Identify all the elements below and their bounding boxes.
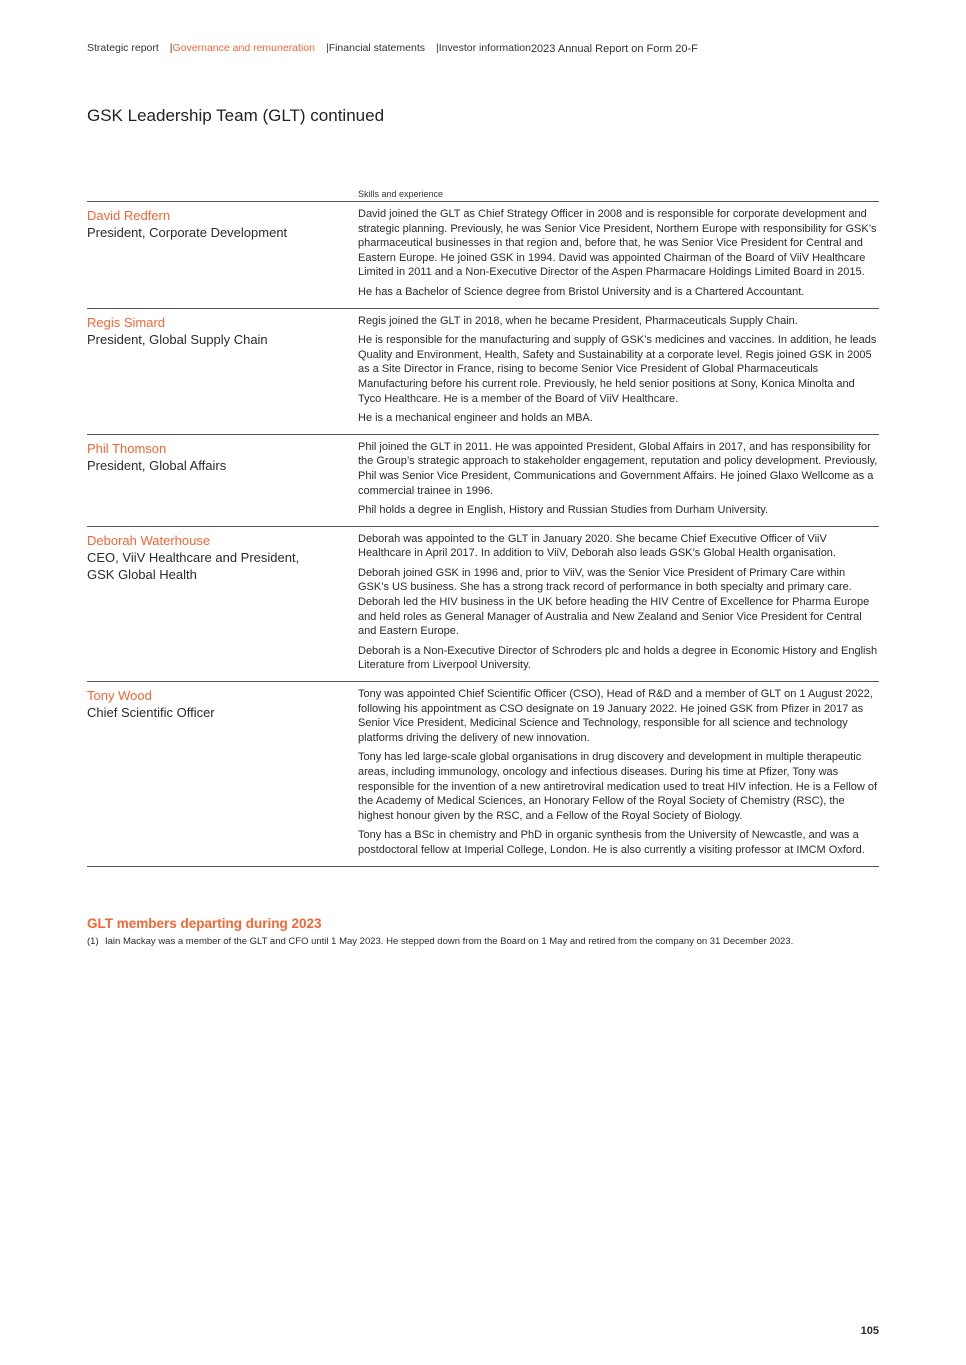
member-bio [358, 532, 879, 678]
bio-paragraph: He has a Bachelor of Science degree from Bristol University and is a Chartered Accountant. [358, 285, 805, 298]
bio-paragraph: Phil joined the GLT in 2011. He was appointed President, Global Affairs in 2017, and has responsibility for the Group’s strategic approach to stakeholder engagement, reputation and policy development. Previously, Phil was Senior Vice President, Communications and Government Affairs. He joined Glaxo Wellcome as a commercial trainee in 1996. [358, 440, 878, 497]
member-name: Tony Wood [87, 688, 152, 704]
section-nav [87, 42, 531, 57]
departing-section [87, 916, 847, 948]
bio-paragraph: He is a mechanical engineer and holds an MBA. [358, 412, 593, 425]
bio-paragraph: Regis joined the GLT in 2018, when he became President, Pharmaceuticals Supply Chain. [358, 314, 798, 327]
member-role: President, Global Supply Chain [87, 331, 268, 347]
bio-paragraph: Tony has a BSc in chemistry and PhD in organic synthesis from the University of Newcastle, and was a postdoctoral fellow at Imperial College, London. He is also currently a visiting professor at IMCM Oxford. [358, 829, 865, 856]
footnote-marker: (1) [87, 936, 99, 947]
member-role: President, Global Affairs [87, 457, 227, 473]
nav-link-governance-and-remuneration[interactable]: Governance and remuneration [172, 42, 315, 54]
member-info [87, 314, 358, 431]
page-number: 105 [860, 1325, 879, 1337]
member-name: Phil Thomson [87, 440, 167, 456]
nav-separator: | [325, 42, 329, 54]
bio-paragraph: David joined the GLT as Chief Strategy Officer in 2008 and is responsible for corporate development and strategic planning. Previously, he was Senior Vice President, Northern Europe with responsibility for GSK’s pharmaceutical businesses in that region and, before that, he was Senior Vice President for Central and Eastern Europe. He joined GSK in 1994. David was appointed Chairman of the Board of ViiV Healthcare Limited in 2011 and a Non-Executive Director of the Aspen Pharmacare Holdings Limited Board in 2015. [358, 208, 877, 279]
report-title: 2023 Annual Report on Form 20-F [530, 43, 698, 55]
bio-paragraph: Phil holds a degree in English, History and Russian Studies from Durham University. [358, 504, 769, 517]
member-role: CEO, ViiV Healthcare and President, GSK Global Health [87, 549, 300, 582]
member-name: Regis Simard [87, 314, 166, 330]
member-role: Chief Scientific Officer [87, 705, 215, 721]
table-row [87, 682, 879, 867]
member-bio [358, 440, 879, 523]
page-header [87, 42, 878, 57]
bio-paragraph: Tony was appointed Chief Scientific Officer (CSO), Head of R&D and a member of GLT on 1 August 2022, following his appointment as CSO designate on 19 January 2022. He joined GSK from Pfizer in 2017 as Senior Vice President, Medicinal Science and Technology, responsible for all science and technology platforms driving the delivery of new innovation. [358, 688, 873, 744]
nav-link-financial-statements[interactable]: Financial statements [328, 42, 425, 54]
member-info [87, 207, 358, 305]
member-role: President, Corporate Development [87, 225, 288, 240]
nav-link-investor-information[interactable]: Investor information [438, 42, 531, 54]
member-info [87, 532, 358, 678]
nav-separator: | [435, 42, 439, 54]
bio-paragraph: Deborah joined GSK in 1996 and, prior to ViiV, was the Senior Vice President of Primary Care within GSK’s US business. She has a strong track record of performance in both specialty and primary care. Deborah led the HIV business in the UK before heading the HIV Centre of Excellence for Pharma Europe and held roles as General Manager of Australia and New Zealand and Senior Vice President for Central and Eastern Europe. [358, 566, 870, 638]
footnote [87, 935, 847, 948]
bio-paragraph: Deborah was appointed to the GLT in January 2020. She became Chief Executive Officer of ViiV Healthcare in April 2017. In addition to ViiV, Deborah also leads GSK’s Global Health organisation. [358, 532, 836, 560]
leadership-table [87, 189, 879, 867]
table-row [87, 202, 879, 309]
member-bio [358, 314, 879, 431]
member-info [87, 440, 358, 523]
member-info [87, 687, 358, 863]
table-row [87, 527, 879, 682]
column-header: Skills and experience [87, 189, 879, 202]
nav-separator: | [169, 42, 173, 54]
nav-link-strategic-report[interactable]: Strategic report [87, 42, 159, 54]
table-row [87, 309, 879, 435]
footnote-text: Iain Mackay was a member of the GLT and CFO until 1 May 2023. He stepped down from the Board on 1 May and retired from the company on 31 December 2023. [105, 936, 794, 947]
table-row [87, 435, 879, 527]
page-title: GSK Leadership Team (GLT) continued [87, 106, 385, 125]
bio-paragraph: Deborah is a Non-Executive Director of Schroders plc and holds a degree in Economic History and English Literature from Liverpool University. [358, 644, 878, 672]
member-bio [358, 687, 879, 863]
member-bio [358, 207, 879, 305]
bio-paragraph: He is responsible for the manufacturing and supply of GSK’s medicines and vaccines. In addition, he leads Quality and Environment, Health, Safety and Sustainability at a corporate level. Regis joined GSK in 2005 as a Site Director in France, rising to become Senior Vice President of Global Pharmaceuticals Manufacturing before his current role. Previously, he held senior positions at Sony, Konica Minolta and Tyco Healthcare. He is a member of the Board of ViiV Healthcare. [358, 334, 877, 405]
departing-heading: GLT members departing during 2023 [87, 916, 322, 931]
bio-paragraph: Tony has led large-scale global organisations in drug discovery and development in multiple therapeutic areas, including immunology, oncology and infectious diseases. During his time at Pfizer, Tony was responsible for the invention of a new antiretroviral medication used to treat HIV infection. He is a Fellow of the Academy of Medical Sciences, an Honorary Fellow of the Royal Society of Chemistry (RSC), the highest honour given by the RSC, and a Fellow of the Royal Society of Biology. [358, 751, 878, 822]
member-name: Deborah Waterhouse [87, 532, 211, 548]
member-name: David Redfern [87, 208, 171, 223]
